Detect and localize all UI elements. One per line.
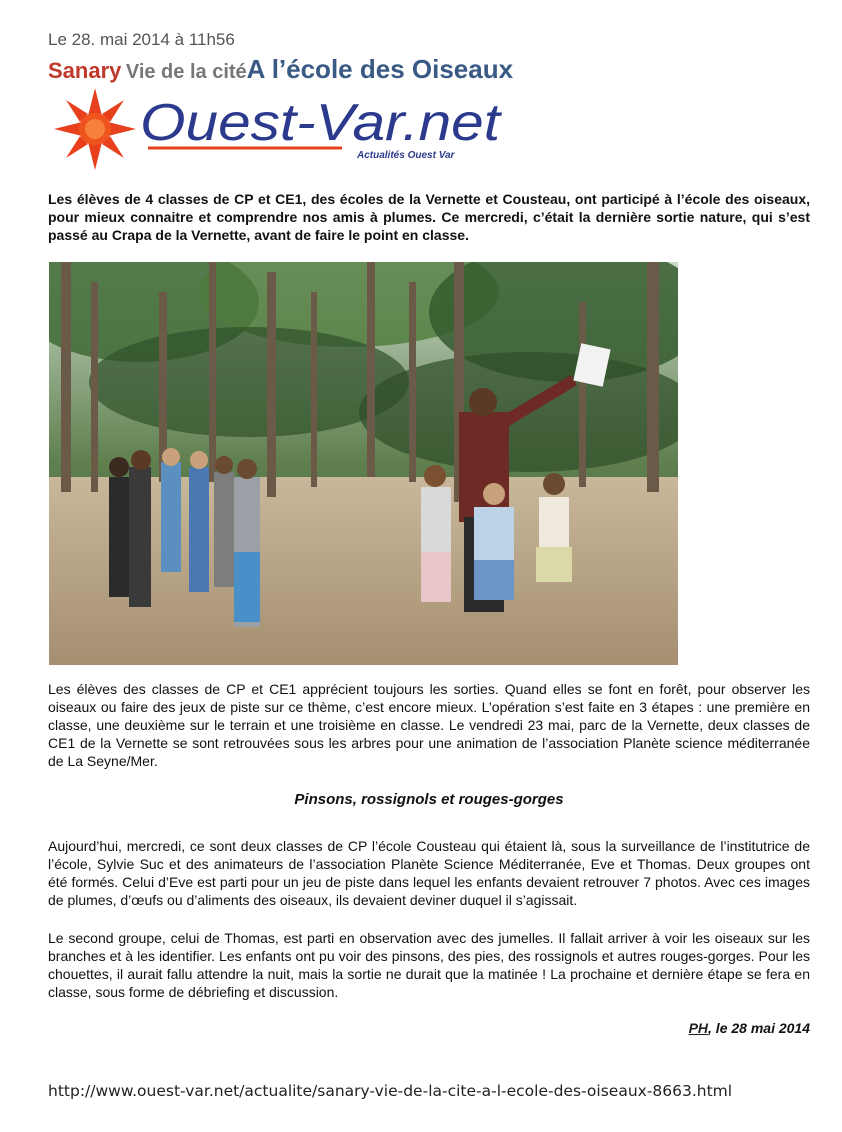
title-line bbox=[48, 54, 513, 85]
body-paragraph-1: Les élèves des classes de CP et CE1 apprécient toujours les sorties. Quand elles se font en forêt, pour observer les oiseaux ou faire des jeux de piste sur ce thème, c’est encore mieux. L’opération s’est faite en 3 étapes : une première en classe, une deuxième sur le terrain et une troisième en classe. Le vendredi 23 mai, parc de la Vernette, deux classes de CE1 de la Vernette se sont retrouvées sous les arbres pour une animation de l’association Planète science méditerranée de La Seyne/Mer. bbox=[48, 681, 810, 769]
logo-tagline: Actualités Ouest Var bbox=[357, 150, 455, 161]
section-label: Vie de la cité bbox=[125, 61, 247, 83]
sun-icon bbox=[54, 88, 136, 170]
source-url[interactable]: http://www.ouest-var.net/actualite/sanary-vie-de-la-cite-a-l-ecole-des-oiseaux-8663.html bbox=[48, 1082, 733, 1100]
subheading: Pinsons, rossignols et rouges-gorges bbox=[294, 791, 564, 808]
article-photo bbox=[49, 262, 678, 665]
author-link[interactable]: PH bbox=[688, 1020, 709, 1036]
logo-name: Ouest-Var.net bbox=[140, 94, 503, 152]
signature bbox=[689, 1020, 810, 1036]
headline: A l’école des Oiseaux bbox=[246, 54, 514, 84]
ouest-var-logo bbox=[52, 86, 504, 172]
lead-paragraph: Les élèves de 4 classes de CP et CE1, des écoles de la Vernette et Cousteau, ont participé à l’école des oiseaux, pour mieux connaitre et comprendre nos amis à plumes. Ce mercredi, c’était la dernière sortie nature, qui s’est passé au Crapa de la Vernette, avant de faire le point en classe. bbox=[48, 191, 810, 243]
signature-date: , le 28 mai 2014 bbox=[708, 1020, 810, 1036]
body-paragraph-2: Aujourd’hui, mercredi, ce sont deux classes de CP l’école Cousteau qui étaient là, sous la surveillance de l’institutrice de l’école, Sylvie Suc et des animateurs de l’association Planète Science Méditerranée, Eve et Thomas. Deux groupes ont été formés. Celui d’Eve est parti pour un jeu de piste dans lequel les enfants devaient retrouver 7 photos. Avec ces images de plumes, d’œufs ou d’aliments des oiseaux, ils devaient deviner duquel il s’agissait. bbox=[48, 838, 810, 908]
body-paragraph-3: Le second groupe, celui de Thomas, est parti en observation avec des jumelles. Il fallait arriver à voir les oiseaux sur les branches et à les identifier. Les enfants ont pu voir des pinsons, des pies, des rossignols et autres rouges-gorges. Pour les chouettes, il aurait fallu attendre la nuit, mais la sortie ne durait que la matinée ! La prochaine et dernière étape se fera en classe, sous forme de débriefing et discussion. bbox=[48, 930, 810, 1000]
article-date: Le 28. mai 2014 à 11h56 bbox=[48, 30, 235, 49]
city-label: Sanary bbox=[48, 58, 122, 83]
